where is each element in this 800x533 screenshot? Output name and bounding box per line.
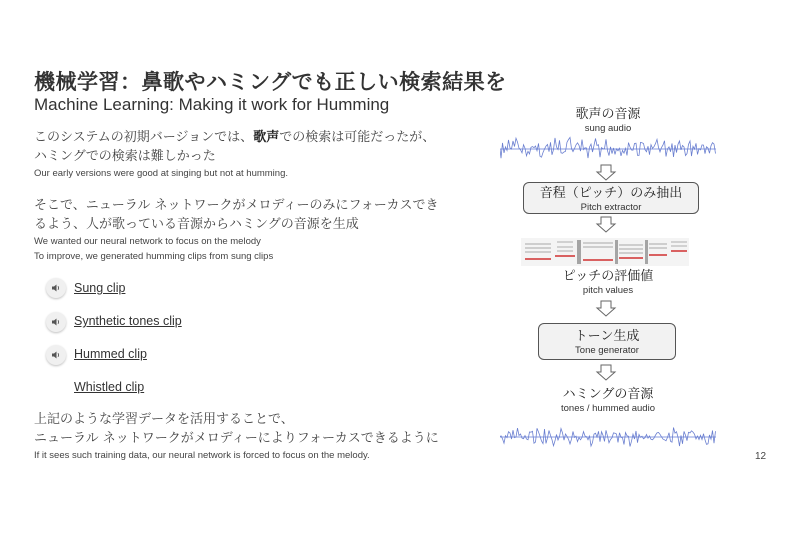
page-number: 12	[755, 451, 767, 462]
sung-audio-waveform	[500, 132, 716, 166]
whistled-clip-link[interactable]: Whistled clip	[74, 380, 145, 394]
pitch-values-label-ja: ピッチの評価値	[562, 269, 654, 284]
pitch-extractor-label-ja: 音程（ピッチ）のみ抽出	[539, 186, 683, 201]
para1-en-line1: Our early versions were good at singing but not at humming.	[34, 168, 288, 179]
para3-en-line1: If it sees such training data, our neural network is forced to focus on the melody.	[34, 450, 370, 461]
down-arrow-icon	[595, 164, 617, 181]
tone-generator-label-ja: トーン生成	[574, 329, 640, 344]
humming-audio-label-ja: ハミングの音源	[562, 387, 654, 402]
para3-ja-line2: ニューラル ネットワークがメロディーによりフォーカスできるように	[34, 431, 439, 446]
down-arrow-icon	[595, 216, 617, 233]
pitch-extractor-box	[523, 182, 699, 214]
synthetic-tones-clip-speaker-icon[interactable]	[46, 312, 66, 332]
para2-en-line2: To improve, we generated humming clips from sung clips	[34, 251, 274, 262]
para1-ja-text-b: での検索は可能だったが、	[279, 130, 436, 145]
slide-title-en: Machine Learning: Making it work for Humming	[34, 95, 390, 114]
sung-audio-label	[548, 106, 668, 135]
down-arrow-icon	[595, 364, 617, 381]
slide-title-ja: 機械学習：鼻歌やハミングでも正しい検索結果を	[34, 70, 507, 94]
pitch-values-label-en: pitch values	[582, 285, 634, 296]
synthetic-tones-clip-link[interactable]: Synthetic tones clip	[74, 314, 182, 328]
sung-waveform-path	[500, 137, 716, 158]
pitch-extractor-label-en: Pitch extractor	[580, 202, 642, 213]
para2-ja-line2: るよう、人が歌っている音源からハミングの音源を生成	[34, 217, 359, 232]
humming-audio-label-en: tones / hummed audio	[560, 403, 655, 414]
hummed-clip-link[interactable]: Hummed clip	[74, 347, 147, 361]
tone-generator-box	[538, 323, 676, 360]
para3-ja-line1: 上記のような学習データを活用することで、	[34, 412, 294, 427]
para1-ja-line1	[34, 128, 435, 147]
para-improvement	[34, 196, 439, 264]
para1-ja-line2: ハミングでの検索は難しかった	[34, 149, 216, 164]
sung-audio-label-ja: 歌声の音源	[575, 107, 641, 122]
para-early-versions	[34, 128, 435, 181]
sung-clip-speaker-icon[interactable]	[46, 278, 66, 298]
para1-ja-bold: 歌声	[253, 130, 280, 145]
para1-ja-text-a: このシステムの初期バージョンでは、	[34, 130, 254, 145]
pitch-spectrogram-image	[521, 238, 689, 266]
sung-audio-label-en: sung audio	[584, 123, 632, 134]
pitch-values-label	[548, 268, 668, 297]
tone-generator-label-en: Tone generator	[575, 345, 639, 356]
para2-ja-line1: そこで、ニューラル ネットワークがメロディーのみにフォーカスでき	[34, 198, 439, 213]
hummed-clip-speaker-icon[interactable]	[46, 345, 66, 365]
humming-audio-label	[528, 386, 688, 415]
sung-clip-link[interactable]: Sung clip	[74, 281, 126, 295]
para-conclusion	[34, 410, 439, 463]
down-arrow-icon	[595, 300, 617, 317]
para2-en-line1: We wanted our neural network to focus on the melody	[34, 236, 261, 247]
humming-audio-waveform	[500, 420, 716, 454]
